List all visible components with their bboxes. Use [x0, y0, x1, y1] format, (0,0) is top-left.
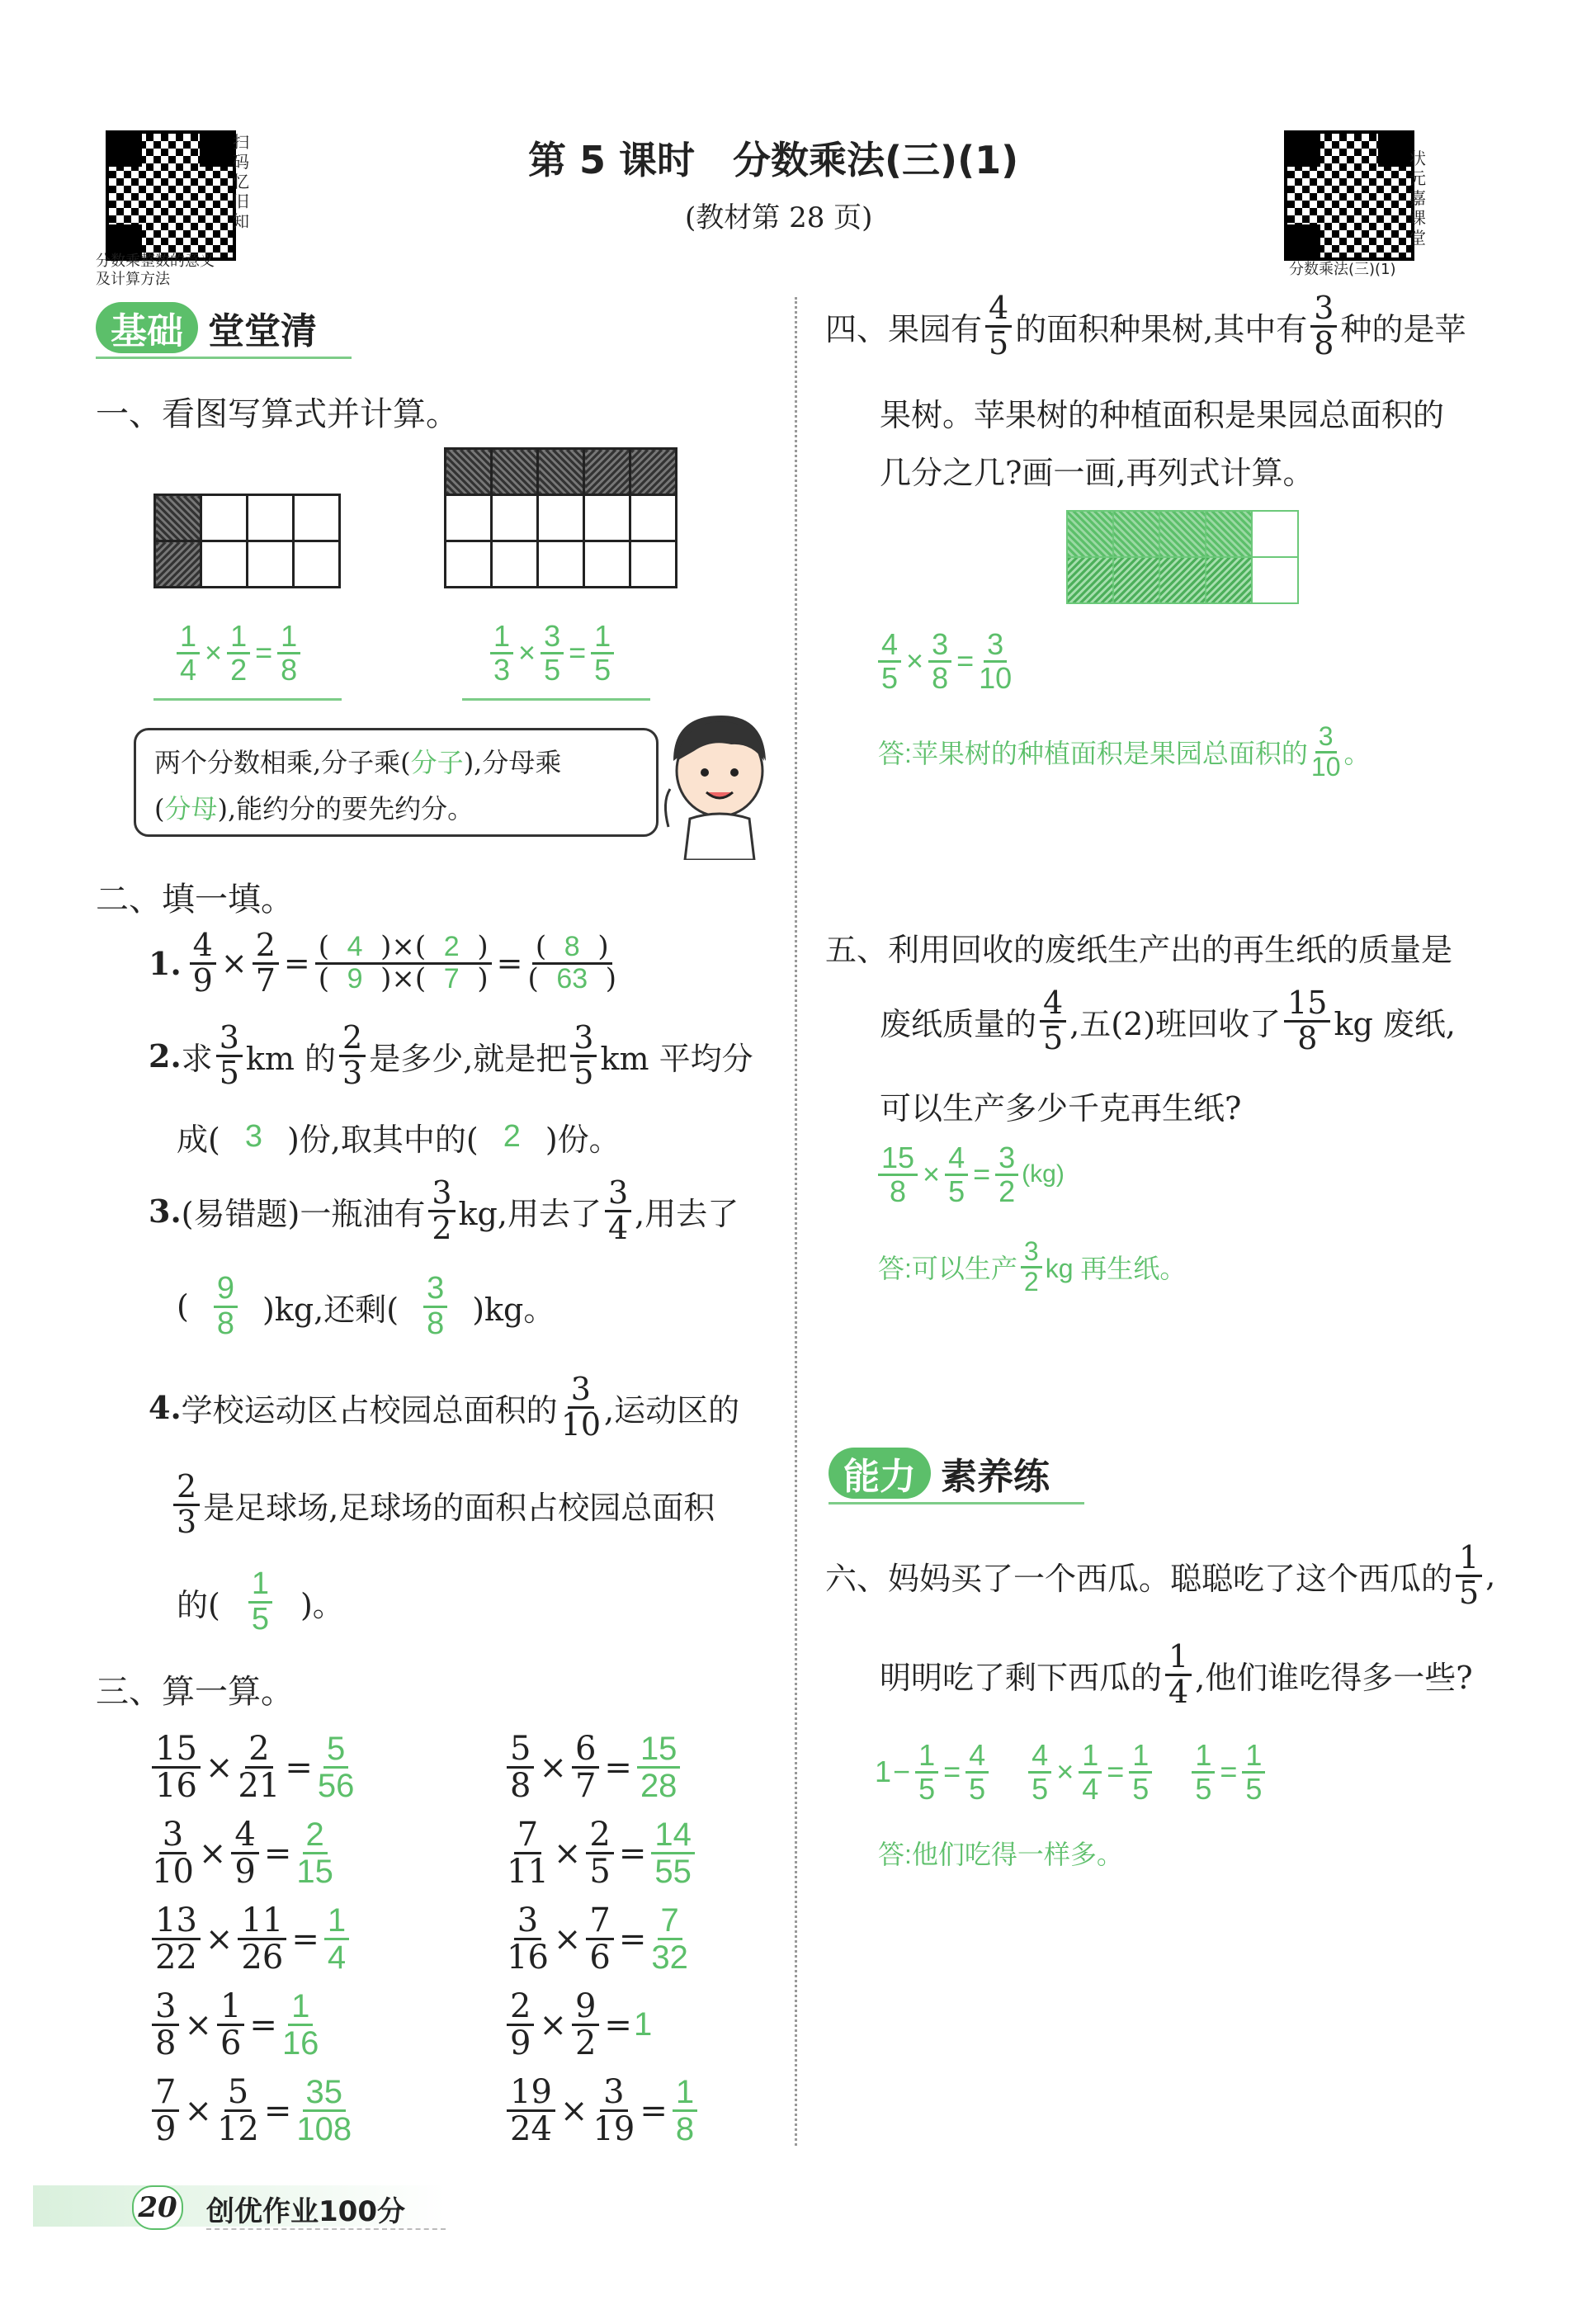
fraction: $\frac{2}{3}$: [339, 1022, 366, 1090]
qr-left-caption: [96, 253, 215, 289]
q2-heading: 二、填一填。: [96, 881, 294, 919]
tip-bubble: [134, 728, 659, 837]
text: )份。: [545, 1122, 621, 1158]
text: )kg。: [472, 1291, 555, 1328]
q4-line-1: [825, 292, 1466, 361]
fraction: $\frac{5}{56}$: [317, 1731, 355, 1804]
fraction: $\frac{1}{4}$: [1165, 1641, 1192, 1709]
fraction: $\frac{1}{8}$: [673, 2075, 697, 2147]
fraction: $\frac{4}{5}$: [878, 629, 901, 694]
q3-exercise: $\frac{7}{11}$ × $\frac{2}{5}$ = $\frac{14}{55}$: [503, 1817, 698, 1889]
text: 的(: [177, 1586, 220, 1623]
q5-equation: $\frac{15}{8}$ × $\frac{4}{5}$ = $\frac{3}{2}$ (kg): [875, 1142, 1065, 1207]
fraction: $\frac{3}{10}$: [979, 627, 1013, 695]
text: (: [177, 1288, 189, 1325]
fraction: $\frac{15}{16}$: [152, 1731, 201, 1803]
q6-equations: 1 − $\frac{1}{5}$ = $\frac{4}{5}$ $\frac{4}{5}$ × $\frac{1}{4}$ = $\frac{1}{5}$ $\frac{1}{5}$ = $\frac{1}{5}$: [875, 1740, 1268, 1805]
q2-item-4-line-3: [177, 1568, 344, 1637]
banner-ability-pill: 能力: [829, 1448, 931, 1499]
text: )份,取其中的(: [286, 1122, 479, 1158]
q3-exercise: $\frac{15}{16}$ × $\frac{2}{21}$ = $\frac{5}{56}$: [149, 1731, 357, 1803]
bubble-text: 两个分数相乘,分子乘(: [154, 747, 411, 778]
fraction: $\frac{1}{4}$: [1079, 1740, 1102, 1805]
fraction: $\frac{1}{2}$: [227, 621, 250, 686]
text: 种的是苹: [1340, 310, 1466, 347]
text: kg 废纸,: [1334, 1005, 1456, 1042]
fraction: $\frac{2}{3}$: [173, 1471, 200, 1539]
fraction: $\frac{3}{2}$: [428, 1177, 455, 1245]
bubble-answer-1: 分子: [410, 748, 464, 777]
fraction: $\frac{3}{2}$: [995, 1142, 1018, 1207]
text: ,运动区的: [604, 1391, 740, 1429]
whole-number: 1: [875, 1755, 892, 1789]
unit: (kg): [1022, 1160, 1065, 1188]
fraction: $\frac{1}{5}$: [1192, 1740, 1215, 1805]
fraction: $\frac{3}{10}$: [1310, 721, 1341, 782]
fraction: $\frac{11}{26}$: [238, 1903, 286, 1975]
page-number: [132, 2185, 183, 2230]
fraction: $\frac{4}{9}$: [231, 1817, 258, 1889]
q6-line-1: [825, 1539, 1496, 1611]
bubble-text: ),分母乘: [463, 747, 562, 778]
q5-line-2: [880, 987, 1456, 1056]
page-number-text: 20: [138, 2191, 177, 2224]
q3-exercise: $\frac{19}{24}$ × $\frac{3}{19}$ = $\frac{1}{8}$: [503, 2075, 701, 2147]
q3-exercise: $\frac{13}{22}$ × $\frac{11}{26}$ = $\frac{1}{4}$: [149, 1903, 352, 1975]
text: ,五(2)班回收了: [1069, 1005, 1282, 1042]
fraction: $\frac{35}{108}$: [296, 2074, 352, 2147]
boy-illustration: [657, 703, 781, 860]
q2-item-1: 1. $\frac{4}{9}$ × $\frac{2}{7}$ = $\frac{( 4 )\times( 2 )}{( 9 )\times( 7 )}$ = $\frac{( 8 )}{( 63 )}$: [149, 927, 617, 999]
fraction: $\frac{3}{10}$: [560, 1371, 602, 1443]
qr-code-right[interactable]: [1284, 130, 1414, 261]
fraction: $\frac{1}{5}$: [1129, 1740, 1152, 1805]
fraction-blank: $\frac{( 4 )\times( 2 )}{( 9 )\times( 7 )}$: [315, 933, 492, 994]
qr-right-side-text: 状元嘉课堂: [1409, 149, 1426, 248]
fraction: $\frac{1}{5}$: [915, 1740, 938, 1805]
text: km 的: [245, 1040, 337, 1077]
q5-answer: [878, 1238, 1186, 1296]
fraction: $\frac{13}{22}$: [152, 1903, 201, 1975]
fraction: $\frac{7}{9}$: [152, 2075, 179, 2147]
fraction: $\frac{6}{7}$: [572, 1731, 599, 1803]
banner-basic: [96, 299, 317, 357]
fraction: $\frac{5}{8}$: [507, 1731, 534, 1803]
text: 四、果园有: [825, 310, 983, 347]
banner-ability: [829, 1444, 1050, 1502]
fraction: $\frac{3}{2}$: [1021, 1238, 1042, 1296]
fraction: $\frac{3}{5}$: [541, 621, 564, 686]
q2-item-2-line-1: [149, 1019, 753, 1091]
fraction: $\frac{7}{11}$: [507, 1816, 549, 1891]
fraction: $\frac{7}{32}$: [651, 1902, 688, 1976]
fraction: $\frac{3}{16}$: [507, 1901, 549, 1977]
answer-fraction: $\frac{9}{8}$: [214, 1273, 238, 1341]
answer-text: 。: [1343, 739, 1371, 769]
text: ,: [1485, 1557, 1496, 1594]
fraction: $\frac{2}{21}$: [238, 1730, 281, 1805]
fraction: $\frac{3}{5}$: [570, 1022, 597, 1090]
q3-exercise: $\frac{2}{9}$ × $\frac{9}{2}$ = 1: [503, 1989, 652, 2061]
fraction: $\frac{3}{8}$: [928, 629, 951, 694]
q4-equation: $\frac{4}{5}$ × $\frac{3}{8}$ = $\frac{3}{10}$: [875, 629, 1015, 694]
fraction: $\frac{1}{6}$: [217, 1989, 244, 2061]
answer-text: 答:苹果树的种植面积是果园总面积的: [878, 739, 1308, 769]
book-title: 创优作业100分: [206, 2195, 405, 2228]
bubble-answer-2: 分母: [164, 794, 218, 824]
q1-equation-1: $\frac{1}{4}$ × $\frac{1}{2}$ = $\frac{1}{8}$: [173, 621, 304, 686]
fraction: $\frac{2}{15}$: [296, 1816, 333, 1890]
q3-exercise: $\frac{3}{8}$ × $\frac{1}{6}$ = $\frac{1}{16}$: [149, 1989, 322, 2061]
q4-line-3: 几分之几?画一画,再列式计算。: [880, 455, 1315, 491]
fraction: $\frac{3}{8}$: [1310, 292, 1337, 361]
text: 是多少,就是把: [369, 1040, 568, 1077]
answer-underline: [153, 698, 342, 701]
text: (易错题)一瓶油有: [181, 1195, 426, 1232]
answer-fraction: $\frac{3}{8}$: [423, 1273, 447, 1341]
q2-item-2-line-2: [177, 1114, 621, 1160]
q6-line-2: [880, 1638, 1473, 1710]
q1-heading: 一、看图写算式并计算。: [96, 395, 459, 433]
fraction: $\frac{1}{5}$: [1456, 1542, 1482, 1610]
text: )kg,还剩(: [262, 1291, 399, 1328]
answer-text: 答:可以生产: [878, 1254, 1017, 1284]
text: 成(: [177, 1122, 220, 1158]
text: 废纸质量的: [880, 1005, 1037, 1042]
answer: 63: [556, 962, 588, 994]
q2-item-4-line-1: [149, 1373, 739, 1442]
fraction: $\frac{1}{5}$: [1242, 1740, 1265, 1805]
fraction: $\frac{3}{5}$: [216, 1022, 243, 1090]
page-subtitle: (教材第 28 页): [685, 201, 873, 234]
fraction: $\frac{2}{9}$: [507, 1989, 534, 2061]
text: ,用去了: [635, 1195, 739, 1232]
q5-line-3: 可以生产多少千克再生纸?: [880, 1090, 1242, 1127]
item-label: 2.: [149, 1037, 182, 1075]
text: km 平均分: [600, 1040, 753, 1077]
fraction: $\frac{4}{5}$: [1028, 1740, 1051, 1805]
q1-equation-2: $\frac{1}{3}$ × $\frac{3}{5}$ = $\frac{1}{5}$: [487, 621, 617, 686]
q3-exercise: $\frac{7}{9}$ × $\frac{5}{12}$ = $\frac{35}{108}$: [149, 2075, 355, 2147]
qr-code-left[interactable]: [106, 130, 236, 261]
qr-left-side-text: 扫码忆旧知: [233, 132, 249, 231]
text: 明明吃了剩下西瓜的: [880, 1659, 1163, 1696]
footer-rule: [206, 2228, 446, 2230]
item-label: 3.: [149, 1192, 182, 1230]
banner-basic-pill: 基础: [96, 302, 198, 353]
answer: 2: [503, 1119, 521, 1154]
text: 的面积种果树,其中有: [1015, 310, 1308, 347]
answer: 1: [633, 2006, 653, 2043]
banner-ability-text: 素养练: [941, 1456, 1050, 1498]
bubble-text: ),能约分的要先约分。: [217, 793, 474, 824]
text: )。: [300, 1586, 344, 1623]
fraction: $\frac{15}{28}$: [637, 1731, 681, 1803]
q3-exercise: $\frac{3}{16}$ × $\frac{7}{6}$ = $\frac{7}{32}$: [507, 1901, 688, 1977]
column-divider: [795, 297, 797, 2146]
q2-item-3-line-2: [177, 1273, 555, 1341]
page-title: 第 5 课时 分数乘法(三)(1): [528, 138, 1019, 182]
fraction: $\frac{1}{8}$: [277, 621, 300, 686]
q3-exercise: $\frac{5}{8}$ × $\frac{6}{7}$ = $\frac{15}{28}$: [503, 1731, 683, 1803]
fraction: $\frac{1}{3}$: [490, 621, 513, 686]
banner-basic-underline: [96, 357, 352, 359]
item-label: 4.: [149, 1388, 182, 1426]
fraction: $\frac{4}{5}$: [985, 292, 1012, 361]
fraction: $\frac{4}{5}$: [945, 1142, 968, 1207]
answer: 2: [443, 931, 460, 963]
answer-underline: [462, 698, 650, 701]
q1-figure-1: [153, 494, 341, 588]
answer-fraction: $\frac{1}{5}$: [248, 1568, 272, 1637]
banner-ability-underline: [829, 1502, 1084, 1504]
fraction: $\frac{3}{4}$: [605, 1177, 631, 1245]
qr-left-caption-1: 分数乘整数的意义: [96, 253, 215, 270]
answer: 3: [244, 1119, 262, 1154]
answer: 4: [347, 931, 363, 963]
fraction: $\frac{3}{19}$: [592, 2073, 635, 2148]
q4-drawing: [1066, 510, 1299, 604]
text: 学校运动区占校园总面积的: [181, 1391, 558, 1429]
q4-answer: [878, 723, 1371, 781]
answer-text: kg 再生纸。: [1045, 1254, 1187, 1284]
q6-answer: 答:他们吃得一样多。: [878, 1840, 1123, 1869]
fraction: $\frac{15}{8}$: [878, 1142, 918, 1207]
qr-left-caption-2: 及计算方法: [96, 271, 170, 288]
fraction: $\frac{1}{16}$: [281, 1988, 319, 2062]
q1-figure-2: [444, 447, 677, 588]
text: kg,用去了: [458, 1195, 602, 1232]
banner-basic-text: 堂堂清: [208, 310, 317, 352]
answer: 8: [564, 931, 580, 963]
fraction: $\frac{19}{24}$: [507, 2075, 555, 2147]
q2-item-4-line-2: [170, 1468, 715, 1540]
qr-right-caption: 分数乘法(三)(1): [1289, 261, 1396, 278]
text: 是足球场,足球场的面积占校园总面积: [203, 1489, 715, 1526]
fraction: $\frac{14}{55}$: [651, 1817, 695, 1889]
fraction: $\frac{4}{5}$: [1040, 987, 1066, 1056]
q4-line-2: 果树。苹果树的种植面积是果园总面积的: [880, 397, 1445, 433]
fraction: $\frac{1}{4}$: [177, 621, 200, 686]
q5-line-1: 五、利用回收的废纸生产出的再生纸的质量是: [825, 932, 1453, 968]
fraction: $\frac{1}{5}$: [591, 621, 614, 686]
fraction: $\frac{1}{4}$: [324, 1903, 349, 1975]
fraction: $\frac{7}{6}$: [586, 1903, 613, 1975]
fraction: $\frac{2}{5}$: [586, 1817, 613, 1889]
fraction: $\frac{9}{2}$: [572, 1989, 599, 2061]
fraction: $\frac{2}{7}$: [253, 929, 279, 998]
bubble-text: (: [154, 793, 165, 824]
fraction: $\frac{3}{8}$: [152, 1989, 179, 2061]
text: 六、妈妈买了一个西瓜。聪聪吃了这个西瓜的: [825, 1560, 1453, 1597]
q3-exercise: $\frac{3}{10}$ × $\frac{4}{9}$ = $\frac{2}{15}$: [152, 1816, 333, 1891]
answer: 9: [347, 962, 363, 994]
fraction: $\frac{15}{8}$: [1284, 987, 1330, 1056]
q3-heading: 三、算一算。: [96, 1673, 294, 1711]
q2-item-3-line-1: [149, 1174, 739, 1246]
fraction: $\frac{3}{10}$: [152, 1816, 194, 1891]
answer: 7: [443, 962, 460, 994]
fraction: $\frac{4}{5}$: [965, 1740, 989, 1805]
fraction: $\frac{4}{9}$: [190, 929, 216, 998]
item-label: 1.: [149, 944, 182, 982]
fraction: $\frac{5}{12}$: [216, 2073, 259, 2148]
text: ,他们谁吃得多一些?: [1195, 1659, 1473, 1696]
text: 求: [181, 1040, 213, 1077]
fraction-blank: $\frac{( 8 )}{( 63 )}$: [527, 930, 617, 995]
